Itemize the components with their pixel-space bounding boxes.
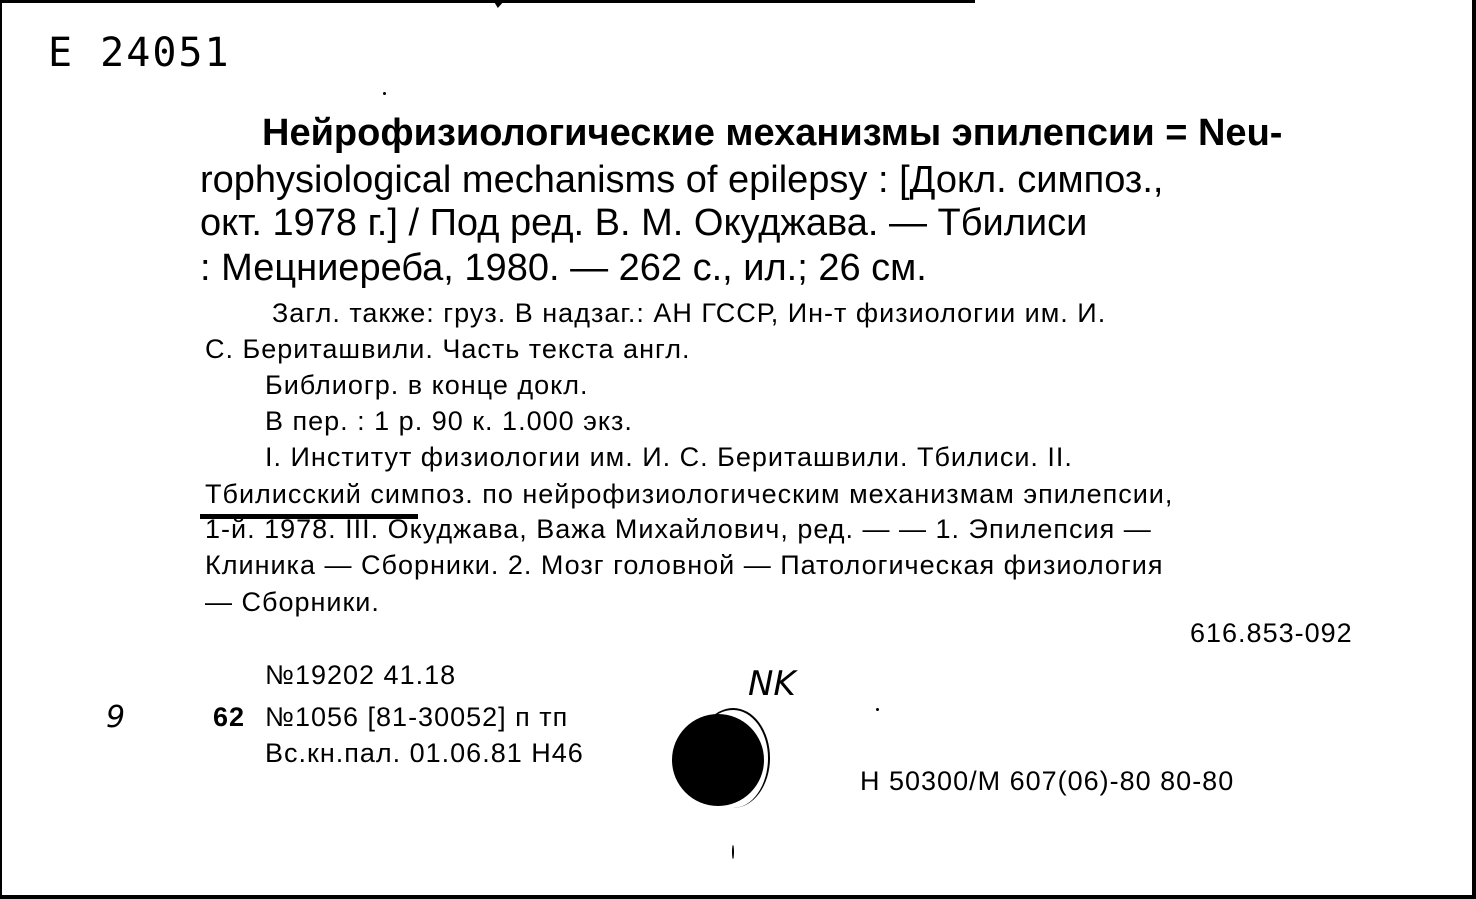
speck (383, 92, 386, 95)
title-line-1 (262, 112, 1282, 155)
punch-hole (672, 714, 764, 806)
speck (876, 708, 879, 711)
catalog-number: Е 24051 (48, 30, 231, 76)
notes-line-3: Библиогр. в конце докл. (265, 370, 589, 400)
classification-number: 616.853-092 (1190, 618, 1353, 648)
handwritten-margin-mark: 9 (106, 700, 126, 735)
tracings-line-1: I. Институт физиологии им. И. С. Бериташвили. Тбилиси. II. (265, 442, 1073, 472)
bottom-prefix: 62 (213, 702, 246, 732)
top-edge-mark (493, 0, 505, 8)
tracings-line-2: Тбилисский симпоз. по нейрофизиологическим механизмам эпилепсии, (205, 479, 1174, 509)
notes-line-4: В пер. : 1 р. 90 к. 1.000 экз. (265, 406, 633, 436)
speck (732, 845, 734, 859)
title-line-4: : Мецниереба, 1980. — 262 с., ил.; 26 см. (200, 247, 927, 289)
title-line-3: окт. 1978 г.] / Под ред. В. М. Окуджава. — Тбилиси (200, 202, 1088, 244)
tracings-line-3: 1-й. 1978. III. Окуджава, Важа Михайлович, ред. — — 1. Эпилепсия — (205, 514, 1152, 544)
title-line-2: rophysiological mechanisms of epilepsy : [Докл. симпоз., (200, 159, 1164, 201)
bottom-line-1: №19202 41.18 (265, 660, 457, 690)
notes-line-2: С. Бериташвили. Часть текста англ. (205, 334, 691, 364)
bottom-right-code: Н 50300/М 607(06)-80 80-80 (860, 766, 1235, 796)
left-edge-line (0, 0, 2, 899)
tracings-line-4: Клиника — Сборники. 2. Мозг головной — Патологическая физиология (205, 550, 1164, 580)
notes-line-1: Загл. также: груз. В надзаг.: АН ГССР, Ин-т физиологии им. И. (272, 298, 1107, 328)
bottom-line-2: №1056 [81-30052] п тп (265, 702, 569, 732)
bottom-line-3: Вс.кн.пал. 01.06.81 Н46 (265, 738, 584, 768)
handwritten-initials: NK (748, 664, 796, 704)
tracings-line-5: — Сборники. (205, 587, 380, 617)
top-edge-line (0, 0, 975, 3)
title-line-1-text: Нейрофизиологические механизмы эпилепсии = Neu- (262, 112, 1283, 154)
